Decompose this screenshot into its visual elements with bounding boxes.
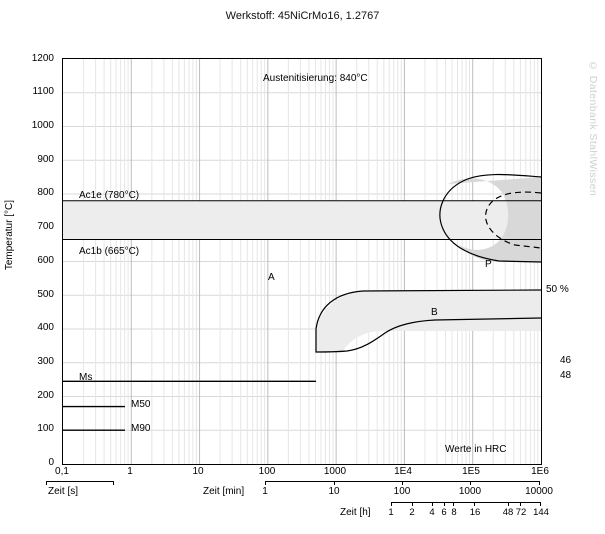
zeit-s-axis-rule xyxy=(46,481,114,482)
y-tick-900: 900 xyxy=(37,154,54,165)
zeit-h-tick-1 xyxy=(391,502,392,506)
ac1-band xyxy=(63,201,541,240)
m50-label: M50 xyxy=(131,399,151,410)
hrc-46-label: 46 xyxy=(560,355,572,366)
x-tick-min-1: 10 xyxy=(328,486,340,497)
x-axis-title-h: Zeit [h] xyxy=(340,507,371,518)
zeit-h-axis-rule xyxy=(391,502,540,503)
zeit-h-tick-16 xyxy=(474,502,475,506)
zeit-h-tick-72 xyxy=(520,502,521,506)
x-tick-h-1: 2 xyxy=(409,507,415,518)
ac1b-label: Ac1b (665°C) xyxy=(79,246,140,257)
hrc-48-label: 48 xyxy=(560,370,572,381)
zeit-h-tick-2 xyxy=(412,502,413,506)
zeit-h-tick-4 xyxy=(432,502,433,506)
x-tick-min-2: 100 xyxy=(393,486,411,497)
y-tick-0: 0 xyxy=(48,457,54,468)
y-tick-300: 300 xyxy=(37,356,54,367)
x-tick-h-8: 144 xyxy=(533,507,549,518)
zeit-min-tick-3 xyxy=(470,481,471,485)
page-title: Werkstoff: 45NiCrMo16, 1.2767 xyxy=(225,10,380,22)
x-axis-title-s: Zeit [s] xyxy=(48,486,79,497)
austenitisierung-label: Austenitisierung: 840°C xyxy=(263,73,368,84)
x-tick-s-1: 1 xyxy=(127,466,133,477)
bainit-region-label: B xyxy=(431,307,438,318)
ac1e-label: Ac1e (780°C) xyxy=(79,190,140,201)
x-axis-title-min: Zeit [min] xyxy=(203,486,245,497)
perlit-50-percent-label: 50 % xyxy=(546,284,569,295)
y-tick-100: 100 xyxy=(37,423,54,434)
y-tick-600: 600 xyxy=(37,255,54,266)
y-tick-500: 500 xyxy=(37,289,54,300)
zeit-h-tick-48 xyxy=(508,502,509,506)
y-tick-800: 800 xyxy=(37,187,54,198)
y-tick-1000: 1000 xyxy=(31,120,54,131)
y-tick-1100: 1100 xyxy=(32,86,54,97)
x-tick-h-2: 4 xyxy=(429,507,435,518)
y-tick-1200: 1200 xyxy=(31,53,54,64)
y-tick-400: 400 xyxy=(37,322,54,333)
zeit-s-tick-left xyxy=(46,481,47,485)
x-tick-h-3: 6 xyxy=(441,507,447,518)
y-axis-title: Temperatur [°C] xyxy=(4,200,15,271)
x-tick-min-0: 1 xyxy=(262,486,268,497)
x-tick-s-7: 1E6 xyxy=(531,466,549,477)
zeit-h-tick-6 xyxy=(444,502,445,506)
x-tick-s-4: 1000 xyxy=(323,466,347,477)
ttt-diagram-plot xyxy=(62,58,542,465)
zeit-min-tick-0 xyxy=(265,481,266,485)
perlit-region-label: P xyxy=(485,259,492,270)
zeit-s-tick-right xyxy=(113,481,114,485)
x-tick-s-6: 1E5 xyxy=(462,466,480,477)
x-tick-h-4: 8 xyxy=(451,507,457,518)
werte-in-hrc-label: Werte in HRC xyxy=(445,444,507,455)
zeit-h-tick-144 xyxy=(540,502,541,506)
zeit-min-tick-1 xyxy=(334,481,335,485)
zeit-min-tick-2 xyxy=(402,481,403,485)
m90-label: M90 xyxy=(131,423,151,434)
x-tick-s-2: 10 xyxy=(192,466,204,477)
x-tick-min-3: 1000 xyxy=(458,486,482,497)
x-tick-s-3: 100 xyxy=(258,466,276,477)
ms-label: Ms xyxy=(79,372,93,383)
x-tick-h-0: 1 xyxy=(388,507,394,518)
zeit-h-tick-8 xyxy=(453,502,454,506)
x-tick-min-4: 10000 xyxy=(525,486,553,497)
watermark: © Datenbank StahlWissen xyxy=(587,60,599,197)
y-tick-200: 200 xyxy=(37,390,54,401)
zeit-min-tick-4 xyxy=(539,481,540,485)
x-tick-h-5: 16 xyxy=(469,507,481,518)
y-tick-700: 700 xyxy=(37,221,54,232)
x-tick-h-6: 48 xyxy=(502,507,514,518)
x-tick-s-5: 1E4 xyxy=(394,466,412,477)
austenit-region-label: A xyxy=(268,272,275,283)
x-tick-s-0: 0,1 xyxy=(55,466,69,477)
x-tick-h-7: 72 xyxy=(515,507,527,518)
